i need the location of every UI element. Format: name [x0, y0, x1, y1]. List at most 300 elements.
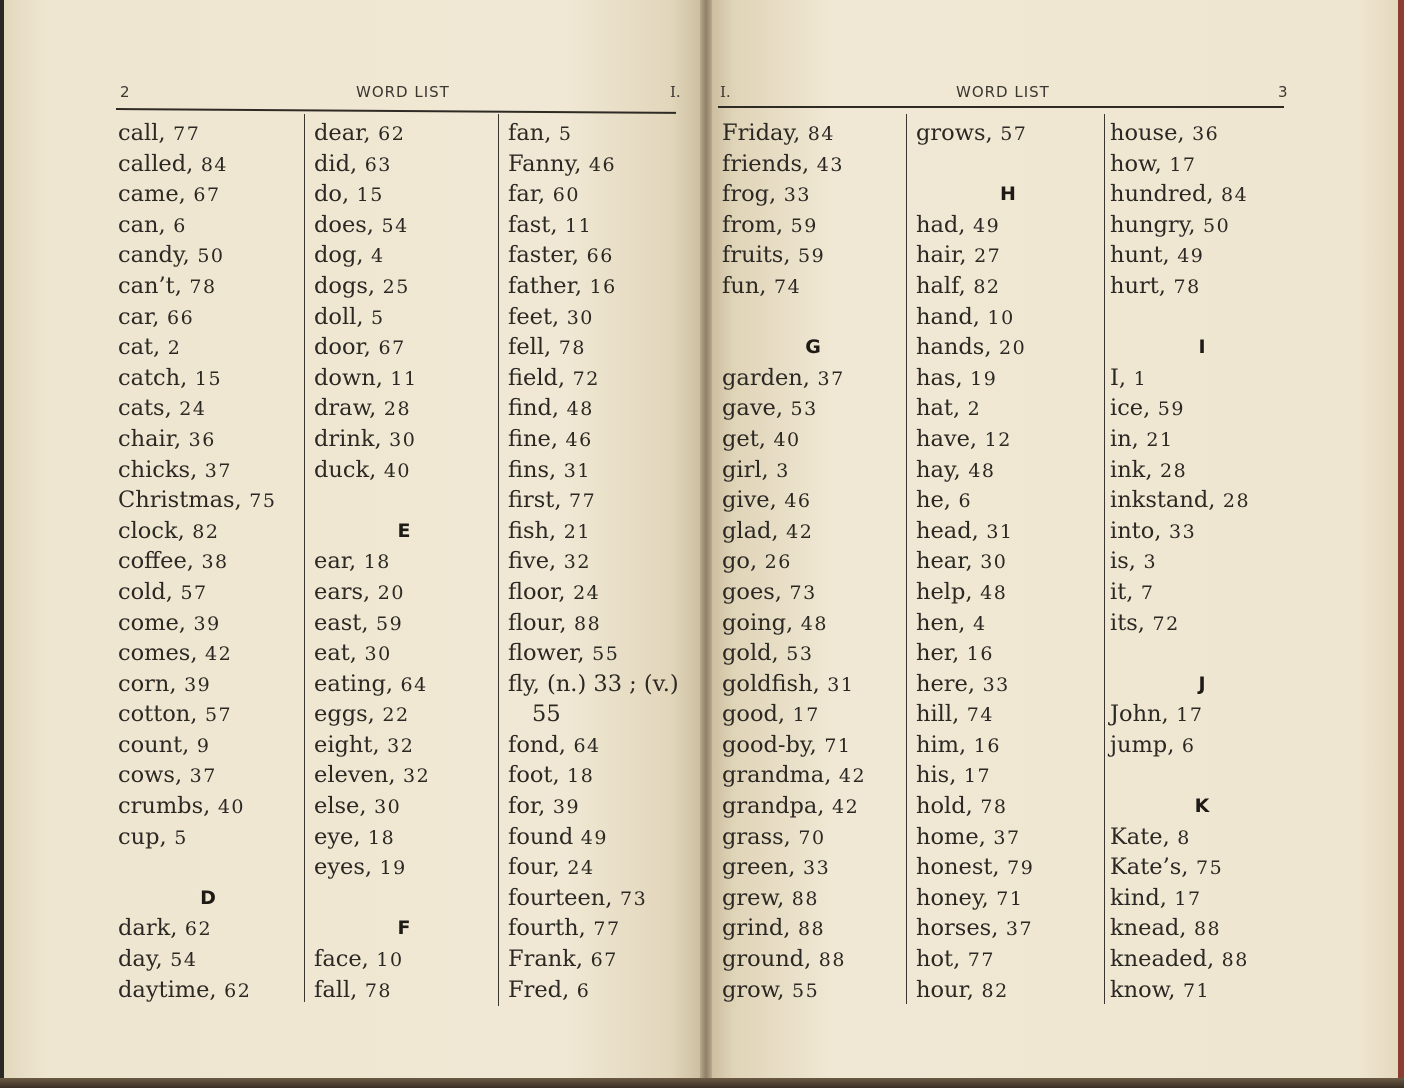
word-entry [916, 516, 1100, 547]
entry-page-number: 75 [1188, 857, 1224, 880]
bottom-edge [0, 1078, 1404, 1088]
entry-word: feet, [508, 303, 560, 330]
word-entry [916, 485, 1100, 516]
section-letter: I [1198, 336, 1206, 359]
entry-word: from, [722, 211, 784, 238]
entry-word: hunt, [1110, 242, 1170, 269]
entry-page-number: 8 [1169, 826, 1191, 849]
entry-word: inkstand, [1110, 487, 1216, 514]
entry-word: ice, [1110, 395, 1151, 422]
word-entry [314, 118, 494, 149]
entry-word: catch, [118, 364, 188, 391]
entry-page-number: 88 [1186, 918, 1222, 941]
entry-page-number: 4 [363, 245, 385, 268]
entry-page-number: 88 [784, 887, 819, 910]
entry-word: fast, [508, 211, 558, 238]
entry-word: draw, [314, 395, 377, 422]
word-entry [916, 638, 1100, 669]
word-entry [508, 546, 698, 577]
entry-page-number: 25 [375, 275, 410, 298]
entry-word: fruits, [722, 242, 791, 269]
entry-word: grandma, [722, 762, 832, 789]
word-entry [118, 852, 298, 883]
entry-word: call, [118, 120, 166, 146]
word-entry [916, 424, 1100, 455]
entry-word: how, [1110, 150, 1162, 177]
word-entry [508, 913, 698, 944]
entry-word: hands, [916, 334, 992, 361]
word-entry [722, 455, 904, 486]
column-divider [304, 114, 305, 1002]
entry-word: gold, [722, 640, 779, 667]
column-divider [906, 114, 907, 1004]
word-entry [722, 608, 904, 639]
entry-page-number: 75 [241, 490, 277, 513]
entry-word: eleven, [314, 762, 396, 789]
word-entry [1110, 913, 1294, 944]
entry-page-number: 3 [768, 459, 790, 482]
entry-word: eating, [314, 670, 394, 697]
word-entry [916, 363, 1100, 394]
word-entry [118, 118, 298, 149]
word-entry [1110, 240, 1294, 271]
entry-word: eggs, [314, 701, 375, 728]
entry-page-number: 60 [545, 184, 580, 207]
entry-page-number: 18 [356, 551, 391, 574]
entry-word: good-by, [722, 731, 817, 758]
word-entry [314, 149, 494, 180]
entry-page-number: 42 [778, 520, 814, 543]
entry-word: hot, [916, 946, 961, 973]
entry-word: grandpa, [722, 793, 825, 820]
entry-word: flower, [508, 640, 585, 667]
word-entry [118, 638, 298, 669]
section-mark: I. [670, 83, 681, 101]
entry-page-number: 32 [379, 734, 415, 757]
entry-word: eight, [314, 731, 380, 758]
entry-page-number: 50 [189, 245, 225, 268]
word-entry [1110, 149, 1294, 180]
word-entry [722, 944, 904, 975]
entry-word: dark, [118, 915, 178, 942]
entry-word: east, [314, 609, 369, 636]
entry-page-number: 30 [972, 551, 1008, 574]
entry-word: hurt, [1110, 272, 1166, 299]
cover-edge [1398, 0, 1404, 1088]
entry-page-number: 71 [1175, 979, 1211, 1002]
entry-page-number: 32 [395, 765, 431, 788]
entry-word: half, [916, 272, 966, 299]
word-entry [314, 699, 494, 730]
entry-page-number: 20 [370, 581, 405, 604]
word-entry [314, 608, 494, 639]
entry-page-number: 55 [584, 643, 620, 666]
entry-page-number: 59 [790, 245, 826, 268]
word-entry [1110, 883, 1294, 914]
entry-page-number: 16 [582, 275, 617, 298]
word-entry [722, 516, 904, 547]
entry-page-number: 54 [162, 949, 198, 972]
entry-word: cows, [118, 762, 183, 789]
word-entry [118, 455, 298, 486]
entry-page-number: 82 [184, 520, 220, 543]
entry-page-number: 33 [975, 673, 1010, 696]
entry-word: first, [508, 487, 562, 514]
word-column [1110, 118, 1294, 1005]
word-column [722, 118, 904, 1005]
entry-word: home, [916, 823, 986, 850]
entry-word: jump, [1110, 731, 1175, 758]
entry-page-number: 3 [1135, 551, 1158, 574]
word-entry [1110, 822, 1294, 853]
entry-word: Frank, [508, 946, 584, 973]
entry-word: get, [722, 425, 766, 452]
word-entry [118, 363, 298, 394]
entry-word: have, [916, 425, 978, 452]
section-letter: G [805, 336, 821, 359]
entry-word: horses, [916, 915, 999, 942]
word-entry [1110, 730, 1294, 761]
word-entry [508, 240, 698, 271]
word-entry [916, 240, 1100, 271]
entry-word: else, [314, 793, 367, 820]
entry-page-number: 46 [557, 428, 593, 451]
entry-word: honey, [916, 884, 989, 911]
word-entry [722, 975, 904, 1006]
entry-word: glad, [722, 517, 779, 544]
word-entry [118, 149, 298, 180]
word-entry [508, 944, 698, 975]
entry-page-number: 39 [176, 673, 212, 696]
entry-word: fourth, [508, 915, 586, 942]
entry-word: hold, [916, 793, 973, 820]
entry-page-number: 37 [985, 826, 1021, 849]
entry-page-number: 6 [165, 214, 187, 237]
entry-page-number: 17 [956, 765, 992, 788]
entry-word: her, [916, 640, 960, 667]
entry-page-number: 30 [356, 643, 392, 666]
entry-word: candy, [118, 242, 190, 269]
entry-page-number: 37 [809, 367, 845, 390]
entry-page-number: 46 [776, 490, 812, 513]
word-entry [118, 516, 298, 547]
entry-word: fan, [508, 120, 552, 146]
word-entry [508, 638, 698, 669]
word-entry [916, 913, 1100, 944]
word-entry [916, 975, 1100, 1006]
entry-page-number: 78 [1165, 275, 1201, 298]
word-entry [1110, 118, 1294, 149]
entry-page-number: 67 [583, 949, 618, 972]
word-entry [1110, 363, 1294, 394]
word-entry [916, 577, 1100, 608]
word-entry [508, 608, 698, 639]
entry-page-number: 31 [819, 673, 855, 696]
entry-page-number: 36 [1184, 123, 1220, 145]
book-gutter [700, 0, 712, 1082]
entry-word: it, [1110, 578, 1134, 605]
entry-word: chair, [118, 425, 182, 452]
entry-word: in, [1110, 425, 1139, 452]
entry-word: grow, [722, 976, 785, 1003]
word-entry [314, 363, 494, 394]
entry-page-number: 77 [960, 949, 995, 972]
entry-page-number: 33 [795, 857, 831, 880]
entry-page-number: 16 [959, 643, 994, 666]
entry-word: know, [1110, 976, 1176, 1003]
entry-page-number: 24 [559, 857, 595, 880]
word-entry [508, 669, 698, 700]
entry-word: fly, (n.) 33 ; (v.) [508, 670, 679, 697]
entry-word: him, [916, 731, 967, 758]
word-entry [118, 485, 298, 516]
word-entry [508, 455, 698, 486]
section-letter: H [1000, 183, 1016, 206]
word-entry [722, 669, 904, 700]
entry-page-number: 28 [1215, 490, 1251, 513]
entry-page-number: 49 [965, 214, 1001, 237]
entry-word: dogs, [314, 272, 376, 299]
word-entry [1110, 302, 1294, 333]
entry-word: chicks, [118, 456, 198, 483]
entry-page-number: 88 [811, 949, 846, 972]
entry-page-number: 42 [824, 796, 860, 819]
entry-word: hat, [916, 395, 961, 422]
entry-word: faster, [508, 242, 580, 269]
word-entry [314, 546, 494, 577]
word-entry [916, 608, 1100, 639]
entry-word: grass, [722, 823, 791, 850]
entry-word: Kate, [1110, 823, 1170, 850]
entry-page-number: 28 [376, 398, 412, 421]
word-entry [118, 302, 298, 333]
entry-page-number: 31 [978, 520, 1014, 543]
word-column [508, 118, 698, 1005]
word-entry [1110, 210, 1294, 241]
entry-word: cup, [118, 823, 167, 850]
word-entry [722, 822, 904, 853]
word-entry [722, 546, 904, 577]
entry-page-number: 42 [831, 765, 867, 788]
word-entry [118, 240, 298, 271]
entry-word: foot, [508, 762, 560, 789]
entry-word: is, [1110, 548, 1136, 575]
word-entry [314, 302, 494, 333]
word-entry [916, 791, 1100, 822]
word-entry [508, 271, 698, 302]
entry-word: hour, [916, 976, 974, 1003]
entry-word: hungry, [1110, 211, 1196, 238]
word-entry [1110, 271, 1294, 302]
entry-word: frog, [722, 181, 777, 208]
word-entry [916, 852, 1100, 883]
word-entry [314, 577, 494, 608]
entry-word: clock, [118, 517, 185, 544]
column-divider [1104, 114, 1105, 1004]
entry-page-number: 16 [966, 734, 1001, 757]
entry-word: fourteen, [508, 884, 613, 911]
entry-page-number: 77 [165, 123, 201, 145]
word-entry [916, 699, 1100, 730]
entry-page-number: 62 [370, 123, 406, 145]
entry-page-number: 59 [783, 214, 818, 237]
entry-page-number: 11 [382, 367, 418, 390]
word-entry [722, 577, 904, 608]
entry-word: give, [722, 487, 777, 514]
word-entry [508, 730, 698, 761]
entry-page-number: 32 [556, 551, 591, 574]
word-entry [508, 975, 698, 1006]
word-entry [118, 822, 298, 853]
word-entry [1110, 424, 1294, 455]
entry-page-number: 42 [197, 643, 233, 666]
entry-word: had, [916, 211, 966, 238]
entry-page-number: 50 [1195, 214, 1231, 237]
word-entry [118, 210, 298, 241]
word-entry [508, 852, 698, 883]
entry-page-number: 1 [1126, 367, 1148, 390]
entry-word: fine, [508, 425, 558, 452]
entry-page-number: 2 [160, 337, 182, 360]
entry-page-number: 88 [1214, 949, 1249, 972]
entry-page-number: 11 [557, 214, 593, 237]
entry-page-number: 66 [579, 245, 614, 268]
entry-page-number: 55 [784, 979, 820, 1002]
entry-word: fell, [508, 334, 552, 361]
word-entry [1110, 975, 1294, 1006]
entry-word: did, [314, 150, 358, 177]
word-entry [118, 577, 298, 608]
entry-page-number: 22 [374, 704, 410, 727]
entry-word: help, [916, 578, 973, 605]
entry-word: father, [508, 272, 583, 299]
entry-page-number: 21 [1138, 428, 1174, 451]
section-letter: D [200, 886, 216, 909]
entry-page-number: 71 [816, 734, 852, 757]
word-entry [916, 332, 1100, 363]
entry-word: grew, [722, 884, 785, 911]
word-entry [722, 424, 904, 455]
word-entry [1110, 944, 1294, 975]
entry-page-number: 19 [372, 857, 407, 880]
entry-word: hand, [916, 303, 980, 330]
entry-page-number: 15 [187, 367, 223, 390]
entry-page-number: 27 [966, 245, 1002, 268]
word-entry [916, 730, 1100, 761]
entry-page-number: 37 [998, 918, 1034, 941]
word-entry [508, 149, 698, 180]
entry-page-number: 62 [177, 918, 213, 941]
word-entry [314, 485, 494, 516]
word-entry [722, 118, 904, 149]
entry-page-number: 77 [561, 490, 597, 513]
entry-page-number: 74 [766, 275, 802, 298]
entry-page-number: 38 [193, 551, 229, 574]
word-entry [916, 271, 1100, 302]
entry-page-number: 5 [166, 826, 188, 849]
entry-word: Christmas, [118, 487, 242, 514]
entry-page-number: 17 [1168, 704, 1204, 727]
entry-word: found [508, 823, 574, 850]
entry-page-number: 17 [785, 704, 820, 727]
entry-page-number: 59 [1150, 398, 1185, 421]
word-entry [916, 149, 1100, 180]
word-entry [916, 546, 1100, 577]
entry-word: eyes, [314, 854, 373, 881]
word-entry [722, 791, 904, 822]
word-entry [508, 363, 698, 394]
entry-word: cold, [118, 578, 173, 605]
word-entry [916, 760, 1100, 791]
entry-word: has, [916, 364, 963, 391]
entry-page-number: 10 [979, 306, 1015, 329]
entry-page-number: 67 [370, 337, 406, 360]
entry-word: do, [314, 181, 350, 208]
entry-word: far, [508, 181, 546, 208]
word-column [916, 118, 1100, 1005]
word-entry [118, 944, 298, 975]
word-entry [916, 883, 1100, 914]
entry-word: go, [722, 548, 758, 575]
entry-page-number: 17 [1161, 153, 1197, 176]
word-entry [508, 699, 698, 730]
word-entry [722, 730, 904, 761]
entry-word: hundred, [1110, 181, 1214, 208]
entry-page-number: 36 [181, 428, 216, 451]
word-entry [118, 424, 298, 455]
entry-page-number: 17 [1166, 887, 1202, 910]
word-entry [1110, 485, 1294, 516]
entry-word: going, [722, 609, 794, 636]
entry-word: dear, [314, 120, 371, 146]
entry-page-number: 71 [988, 887, 1024, 910]
entry-word: fall, [314, 976, 358, 1003]
entry-word: green, [722, 854, 796, 881]
entry-word: garden, [722, 364, 810, 391]
entry-page-number: 40 [376, 459, 412, 482]
entry-page-number: 57 [172, 581, 208, 604]
word-entry [1110, 546, 1294, 577]
entry-word: Friday, [722, 120, 801, 146]
entry-page-number: 54 [373, 214, 409, 237]
entry-page-number: 70 [790, 826, 826, 849]
entry-word: cotton, [118, 701, 198, 728]
word-entry [314, 638, 494, 669]
entry-page-number: 66 [159, 306, 195, 329]
word-entry [508, 424, 698, 455]
entry-word: hen, [916, 609, 966, 636]
entry-word: girl, [722, 456, 769, 483]
word-entry [1110, 852, 1294, 883]
entry-word: ground, [722, 946, 812, 973]
entry-page-number: 49 [1169, 245, 1205, 268]
entry-word: hill, [916, 701, 960, 728]
entry-page-number: 57 [992, 123, 1028, 145]
entry-word: gave, [722, 395, 783, 422]
word-entry [722, 883, 904, 914]
entry-page-number: 64 [565, 734, 601, 757]
word-entry [916, 302, 1100, 333]
entry-word: eat, [314, 640, 357, 667]
entry-word: dog, [314, 242, 364, 269]
entry-word: duck, [314, 456, 377, 483]
entry-page-number: 20 [991, 337, 1027, 360]
entry-word: his, [916, 762, 957, 789]
word-entry [508, 791, 698, 822]
entry-page-number: 15 [349, 184, 384, 207]
word-entry [1110, 179, 1294, 210]
entry-word: eye, [314, 823, 361, 850]
